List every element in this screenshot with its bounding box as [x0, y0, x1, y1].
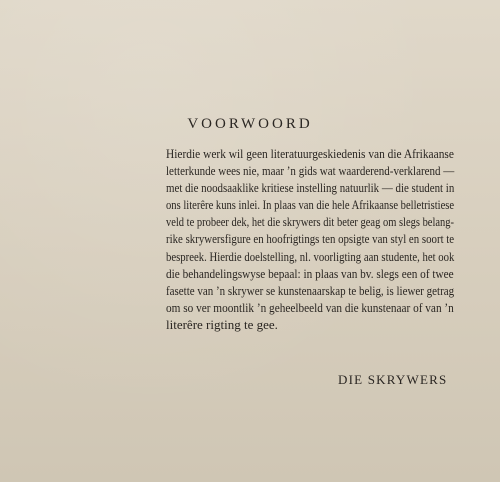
page-heading: VOORWOORD	[187, 116, 313, 132]
paragraph-line: rike skrywersfigure en hoofrigtings ten opsigte van styl en soort te	[166, 231, 455, 247]
foreword-paragraph	[166, 145, 454, 333]
paragraph-line: letterkunde wees nie, maar ’n gids wat waarderend-verklarend —	[166, 163, 455, 179]
paragraph-line: die behandelingswyse bepaal: in plaas van bv. slegs een of twee	[166, 265, 454, 281]
signature: DIE SKRYWERS	[338, 372, 448, 387]
paragraph-line: Hierdie werk wil geen literatuurgeskiedenis van die Afrikaanse	[166, 146, 454, 161]
paragraph-line: bespreek. Hierdie doelstelling, nl. voorligting aan studente, het ook	[166, 248, 455, 264]
paragraph-line: veld te probeer dek, het die skrywers dit beter geag om slegs belang-	[166, 214, 455, 230]
paragraph-line: ons literêre kuns inlei. In plaas van die hele Afrikaanse belletristiese	[166, 197, 455, 213]
paragraph-line: fasette van ’n skrywer se kunstenaarskap te belig, is liewer getrag	[166, 282, 455, 298]
paragraph-line: literêre rigting te gee.	[166, 316, 278, 332]
paragraph-line: om so ver moontlik ’n geheelbeeld van die kunstenaar of van ’n	[166, 299, 454, 315]
paragraph-line: met die noodsaaklike kritiese instelling natuurlik — die student in	[166, 180, 455, 196]
